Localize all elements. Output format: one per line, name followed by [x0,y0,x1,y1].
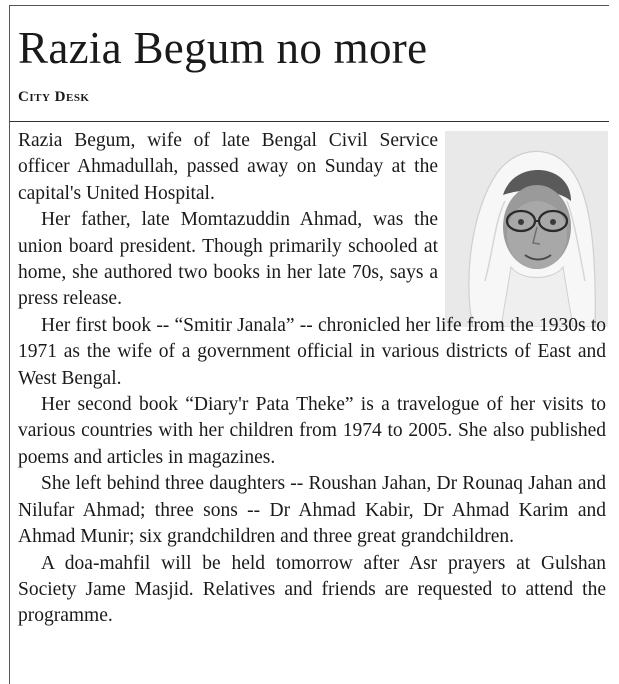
headline: Razia Begum no more [18,23,428,73]
paragraph-6: A doa-mahfil will be held tomorrow after Asr prayers at Gulshan Society Jame Masjid. Relatives and friends are requested to attend the programme. [18,552,606,627]
top-rule [10,5,609,6]
column-rule [9,5,10,684]
paragraph-3: Her first book -- “Smitir Janala” -- chronicled her life from the 1930s to 1971 as the wife of a government official in various districts of East and West Bengal. [18,314,606,389]
byline: City Desk [18,89,90,105]
byline-rule [10,121,609,122]
paragraph-1: Razia Begum, wife of late Bengal Civil Service officer Ahmadullah, passed away on Sunday at the capital's United Hospital. [18,130,438,204]
paragraph-2: Her father, late Momtazuddin Ahmad, was the union board president. Though primarily schooled at home, she authored two books in her late 70s, says a press release. [18,209,438,310]
paragraph-5: She left behind three daughters -- Roushan Jahan, Dr Rounaq Jahan and Nilufar Ahmad; three sons -- Dr Ahmad Kabir, Dr Ahmad Karim and Ahmad Munir; six grandchildren and three great grandchildren. [18,473,606,548]
paragraph-4: Her second book “Diary'r Pata Theke” is a travelogue of her visits to various countries with her children from 1974 to 2005. She also published poems and articles in magazines. [18,394,606,468]
article-body [18,128,606,630]
